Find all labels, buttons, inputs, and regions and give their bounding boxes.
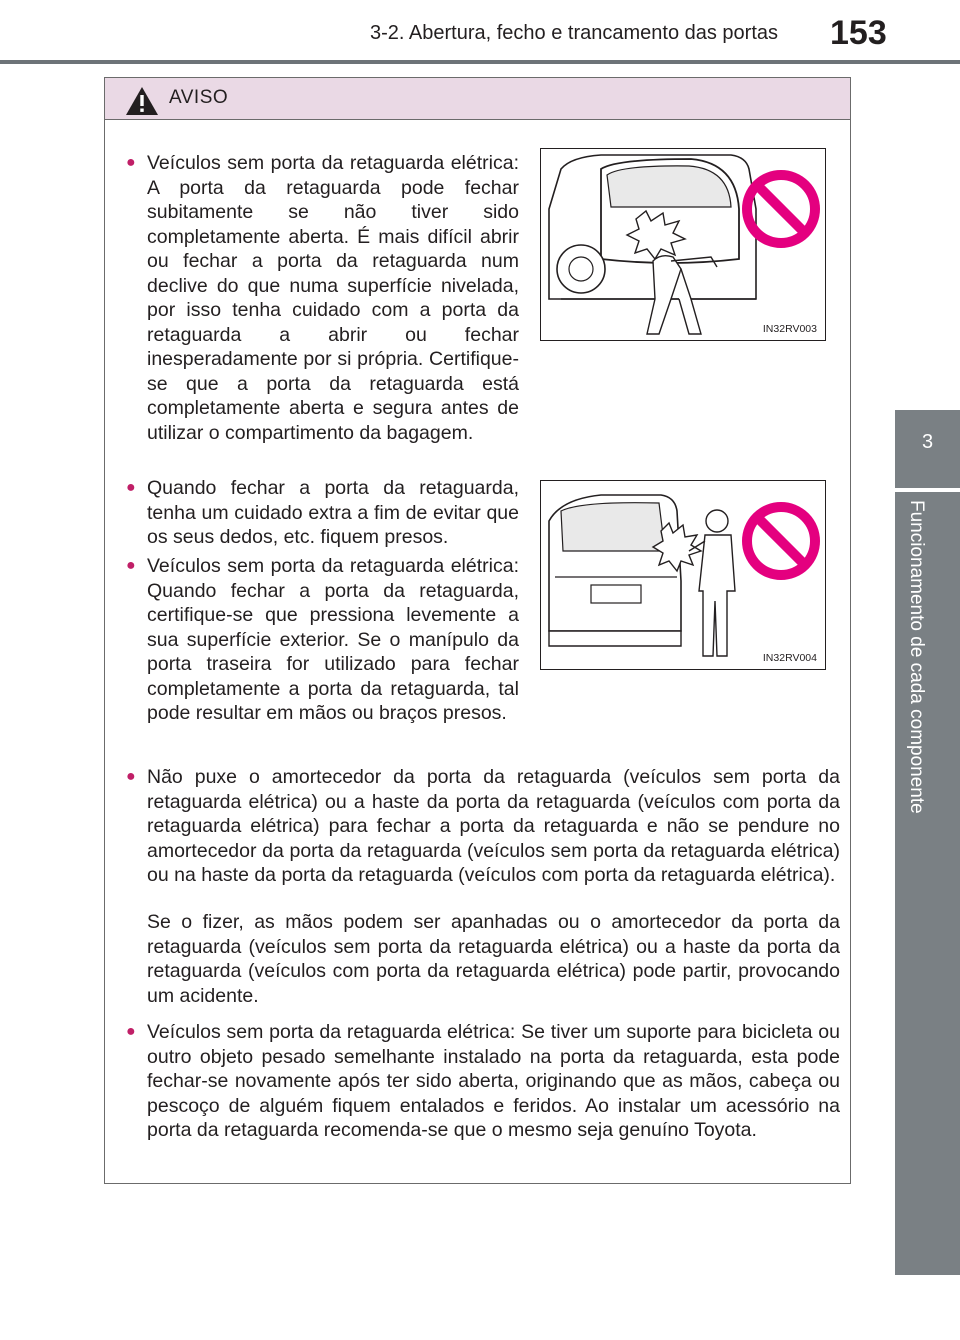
warning-triangle-icon [125,86,159,116]
warning-item-5: Veículos sem porta da retaguarda elétrica: Se tiver um suporte para bicicleta ou outro objeto pesado semelhante instalado na porta da retaguarda, esta pode fechar-se novamente após ter sido aberta, originando que as mãos, cabeça ou pescoço de alguém fiquem entalados e feridos. Ao instalar um acessório na porta da retaguarda recomenda-se que o mesmo seja genuíno Toyota. [147,1021,840,1141]
finger-caught-drawing [541,481,824,668]
page-number: 153 [830,14,887,52]
illustration-code: IN32RV004 [762,652,817,664]
bullet-icon: ● [126,1023,136,1040]
warning-item-2: Quando fechar a porta da retaguarda, tenha um cuidado extra a fim de evitar que os seus dedos, etc. fiquem presos. [147,477,519,548]
illustration-finger-caught [540,480,826,670]
running-header: 3-2. Abertura, fecho e trancamento das portas [370,22,779,44]
warning-header [105,78,850,120]
bullet-icon: ● [126,768,136,785]
header-rule [0,60,960,64]
illustration-code: IN32RV003 [762,323,817,335]
bullet-icon: ● [126,479,136,496]
warning-item-1: Veículos sem porta da retaguarda elétrica: A porta da retaguarda pode fechar subitamente se não tiver sido completamente aberta. É mais difícil abrir ou fechar a porta da retaguarda num declive do que numa superfície nivelada, por isso tenha cuidado com a porta da retaguarda a abrir ou fechar inesperadamente por si própria. Certifique-se que a porta da retaguarda está completamente aberta e segura antes de utilizar o compartimento da bagagem. [147,152,519,444]
warning-item-4-continuation: Se o fizer, as mãos podem ser apanhadas ou o amortecedor da porta da retaguarda (veículos sem porta da retaguarda elétrica) ou a haste da porta da retaguarda (veículos com porta da retaguarda elétrica) pode partir, provocando um acidente. [147,911,840,1007]
bullet-icon: ● [126,557,136,574]
chapter-label-container [897,500,927,900]
warning-item-4: Não puxe o amortecedor da porta da retaguarda (veículos sem porta da retaguarda elétrica) ou a haste da porta da retaguarda (veículos com porta da retaguarda elétrica) para fechar a porta da retaguarda e não se pendure no amortecedor da porta da retaguarda (veículos sem porta da retaguarda elétrica) ou na haste da porta da retaguarda (veículos com porta da retaguarda elétrica). [147,766,840,886]
bullet-icon: ● [126,154,136,171]
illustration-tailgate-closing [540,148,826,341]
tailgate-closing-drawing [541,149,824,339]
chapter-number: 3 [895,412,960,492]
chapter-label: Funcionamento de cada componente [906,500,927,814]
warning-label: AVISO [169,87,229,108]
warning-item-3: Veículos sem porta da retaguarda elétrica: Quando fechar a porta da retaguarda, certifique-se que pressiona levemente a sua superfície exterior. Se o manípulo da porta traseira for utilizado para fechar completamente a porta da retaguarda, tal pode resultar em mãos ou braços presos. [147,555,519,724]
